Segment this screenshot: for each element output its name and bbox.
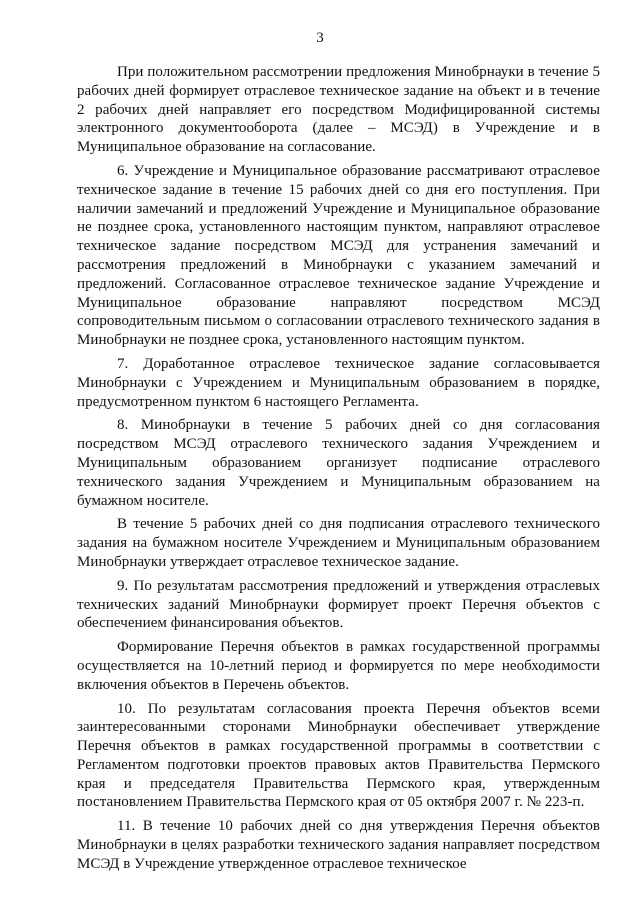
document-body [77,63,600,879]
paragraph-item-8: 8. Минобрнауки в течение 5 рабочих дней со дня согласования посредством МСЭД отраслевого технического задания Учреждением и Муниципальным образованием организует подписание отраслевого технического задания Учреждением и Муниципальным образованием на бумажном носителе. [77,417,600,509]
paragraph-item-7: 7. Доработанное отраслевое техническое задание согласовывается Минобрнауки с Учреждением и Муниципальным образованием в порядке, предусмотренном пунктом 6 настоящего Регламента. [77,355,600,410]
paragraph-item-10: 10. По результатам согласования проекта Перечня объектов всеми заинтересованными сторонами Минобрнауки обеспечивает утверждение Перечня объектов в рамках государственной программы в соответствии с Регламентом подготовки проектов правовых актов Правительства Пермского края и председателя Правительства Пермского края, утвержденным постановлением Правительства Пермского края от 05 октября 2007 г. № 223-п. [77,700,600,811]
page-number: 3 [316,30,324,46]
paragraph-item-8-continued: В течение 5 рабочих дней со дня подписания отраслевого технического задания на бумажном носителе Учреждением и Муниципальным образованием Минобрнауки утверждает отраслевое техническое задание. [77,516,600,570]
paragraph-item-9-continued: Формирование Перечня объектов в рамках государственной программы осуществляется на 10-летний период и формируется по мере необходимости включения объектов в Перечень объектов. [77,639,600,693]
paragraph-intro: При положительном рассмотрении предложения Минобрнауки в течение 5 рабочих дней формирует отраслевое техническое задание на объект и в течение 2 рабочих дней направляет его посредством Модифицированной системы электронного документооборота (далее – МСЭД) в Учреждение и в Муниципальное образование на согласование. [77,64,600,156]
paragraph-item-9: 9. По результатам рассмотрения предложений и утверждения отраслевых технических заданий Минобрнауки формирует проект Перечня объектов с обеспечением финансирования объектов. [77,577,600,632]
paragraph-item-6: 6. Учреждение и Муниципальное образование рассматривают отраслевое техническое задание в течение 15 рабочих дней со дня его поступления. При наличии замечаний и предложений Учреждение и Муниципальное образование не позднее срока, установленного настоящим пунктом, направляют отраслевое техническое задание посредством МСЭД для устранения замечаний и рассмотрения предложений в Минобрнауки с указанием замечаний и предложений. Согласованное отраслевое техническое задание Учреждение и Муниципальное образование направляют посредством МСЭД сопроводительным письмом о согласовании отраслевого технического задания в Минобрнауки не позднее срока, установленного настоящим пунктом. [77,162,600,349]
paragraph-item-11: 11. В течение 10 рабочих дней со дня утверждения Перечня объектов Минобрнауки в целях разработки технического задания направляет посредством МСЭД в Учреждение утвержденное отраслевое техническое [77,818,600,872]
